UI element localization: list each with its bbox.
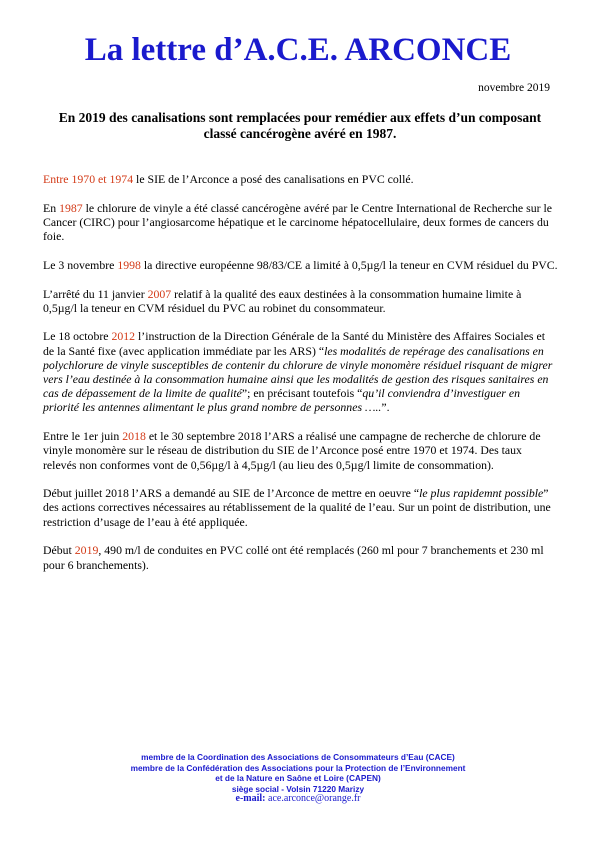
date-highlight: 2019 [74, 543, 99, 558]
quoted-text: le plus rapidemnt possible [419, 486, 544, 501]
date-highlight: 1998 [117, 257, 141, 272]
paragraph-7 [43, 486, 558, 529]
paragraph-text: Entre le 1er juin [43, 429, 123, 444]
paragraph-text: ”. [381, 400, 390, 415]
date-highlight: 2018 [122, 429, 146, 444]
paragraph-text: le chlorure de vinyle a été classé cancérogène avéré par le Centre International de Recherche sur le Cancer (CIRC) pour l’angiosarcome hépatique et le carcinome hépatocellulaire, deux formes de cancers du foie. [43, 200, 552, 244]
date-highlight: 2007 [147, 286, 172, 301]
paragraph-text: ” des actions correctives nécessaires au rétablissement de la qualité de l’eau. Sur un point de distribution, une restriction d’usage de l’eau à été appliquée. [43, 486, 551, 529]
paragraph-text: Le 3 novembre [43, 257, 118, 272]
paragraph-text: Début juillet 2018 l’ARS a demandé au SIE de l’Arconce de mettre en oeuvre “ [43, 486, 420, 501]
date-highlight: 2012 [111, 329, 136, 344]
date-highlight: 1987 [59, 200, 83, 215]
email-label: e-mail: [235, 793, 266, 805]
footer [0, 752, 596, 805]
paragraph-text: , 490 m/l de conduites en PVC collé ont été remplacés (260 ml pour 7 branchements et 230 ml pour 6 branchements). [43, 543, 544, 572]
newsletter-title: La lettre d’A.C.E. ARCONCE [84, 32, 512, 68]
issue-date: novembre 2019 [478, 82, 550, 94]
paragraph-8 [43, 543, 558, 571]
quoted-text: qu’il conviendra d’investiguer en priorité les antennes alimentant le plus grand nombre de personnes ….. [43, 386, 520, 415]
footer-address: siège social - Volsin 71220 Marizy [231, 783, 365, 794]
footer-email [0, 794, 596, 805]
email-address[interactable]: ace.arconce@orange.fr [265, 793, 361, 805]
quoted-text: les modalités de repérage des canalisations en polychlorure de vinyle susceptibles de contenir du chlorure de vinyle monomère résiduel risquant de migrer vers l’eau destinée à la consommation humaine ainsi que les modalités de gestion des risques sanitaires en cas de dépassement de la limite de qualité [43, 343, 553, 401]
paragraph-6 [43, 429, 558, 472]
paragraph-text: Début [43, 543, 75, 558]
paragraph-text: la directive européenne 98/83/CE a limité à 0,5µg/l la teneur en CVM résiduel du PVC. [140, 257, 558, 272]
paragraph-text: relatif à la qualité des eaux destinées à la consommation humaine limite à 0,5µg/l la teneur en CVM résiduel du PVC au robinet du consommateur. [43, 286, 522, 315]
paragraph-3 [43, 258, 558, 272]
footer-membership-2: membre de la Confédération des Associations pour la Protection de l’Environnement [130, 762, 466, 773]
article-body [43, 172, 558, 586]
paragraph-4 [43, 287, 558, 315]
paragraph-text: l’instruction de la Direction Générale de la Santé du Ministère des Affaires Sociales et de la Santé fixe (avec application immédiate par les ARS) “ [43, 329, 545, 358]
footer-membership-1: membre de la Coordination des Associations de Consommateurs d’Eau (CACE) [141, 752, 455, 762]
paragraph-text: ”; en précisant toutefois “ [241, 386, 363, 401]
paragraph-1 [43, 172, 558, 186]
paragraph-text: Le 18 octobre [43, 329, 112, 344]
headline: En 2019 des canalisations sont remplacées pour remédier aux effets d’un composant classé cancérogène avéré en 1987. [58, 110, 542, 141]
paragraph-text: et le 30 septembre 2018 l’ARS a réalisé une campagne de recherche de chlorure de vinyle monomère sur le réseau de distribution du SIE de l’Arconce posé entre 1970 et 1974. Des taux relevés non conformes vont de 0,56µg/l à 4,5µg/l (au lieu des 0,5µg/l limite de consommation). [43, 429, 541, 472]
paragraph-text: L’arrêté du 11 janvier [43, 286, 148, 301]
paragraph-text: En [43, 200, 60, 215]
paragraph-5 [43, 329, 558, 414]
date-highlight: Entre 1970 et 1974 [43, 172, 134, 186]
paragraph-text: le SIE de l’Arconce a posé des canalisations en PVC collé. [133, 172, 414, 186]
paragraph-2 [43, 201, 558, 244]
footer-membership-3: et de la Nature en Saône et Loire (CAPEN) [215, 773, 381, 784]
